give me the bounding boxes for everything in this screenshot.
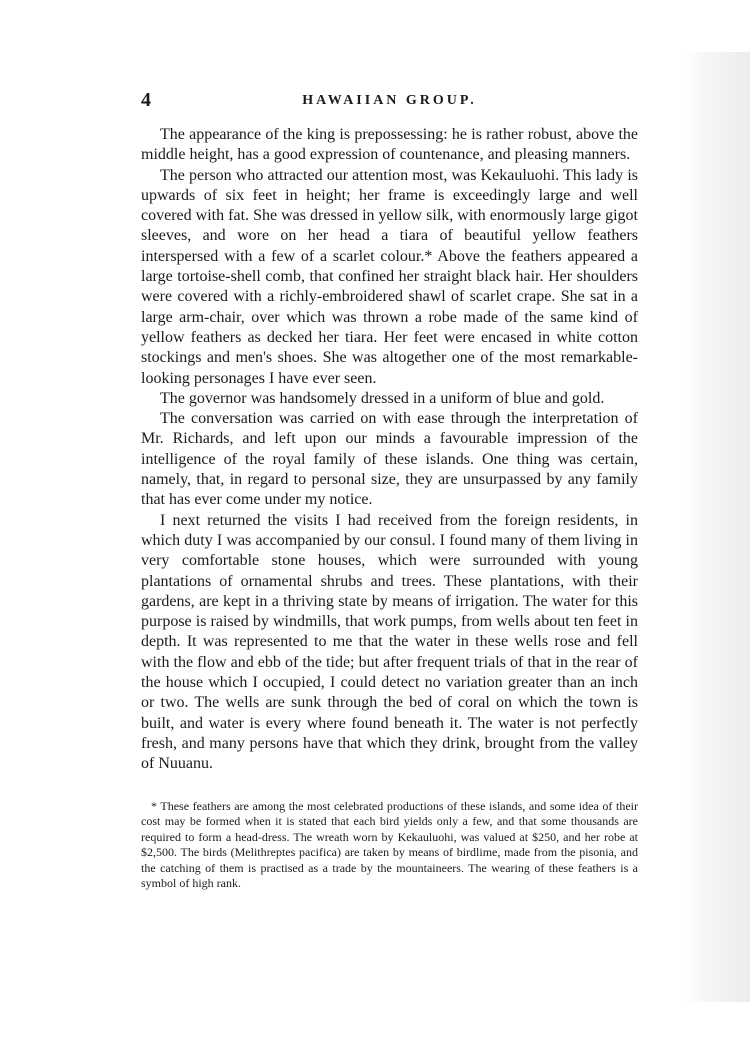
body-text [141,125,638,775]
paragraph-kekauluohi: The person who attracted our attention most, was Kekauluohi. This lady is upwards of six feet in height; her frame is exceedingly large and well covered with fat. She was dressed in yellow silk, with enormously large gigot sleeves, and wore on her head a tiara of beautiful yellow feathers interspersed with a few of a scarlet colour.* Above the feathers appeared a large tortoise-shell comb, that confined her straight black hair. Her shoulders were covered with a richly-embroidered shawl of scarlet crape. She sat in a large arm-chair, over which was thrown a robe made of the same kind of yellow feathers as decked her tiara. Her feet were encased in white cotton stockings and men's shoes. She was altogether one of the most remarkable-looking personages I have ever seen. [141,166,638,387]
scan-page-edge [683,52,750,1002]
page-number: 4 [141,89,151,111]
book-page [141,87,638,892]
paragraph-visits: I next returned the visits I had received from the foreign residents, in which duty I was accompanied by our consul. I found many of them living in very comfortable stone houses, which were surrounded with young plantations of ornamental shrubs and trees. These plantations, with their gardens, are kept in a thriving state by means of irrigation. The water for this purpose is raised by windmills, that work pumps, from wells about ten feet in depth. It was represented to me that the water in these wells rose and fell with the flow and ebb of the tide; but after frequent trials of that in the rear of the house which I occupied, I could detect no variation greater than an inch or two. The wells are sunk through the bed of coral on which the town is built, and water is every where found beneath it. The water is not perfectly fresh, and many persons have that which they drink, brought from the valley of Nuuanu. [141,511,638,773]
footnote: * These feathers are among the most celebrated productions of these islands, and some idea of their cost may be formed when it is stated that each bird yields only a few, and that some thousands are required to form a head-dress. The wreath worn by Kekauluohi, was valued at $250, and her robe at $2,500. The birds (Melithreptes pacifica) are taken by means of birdlime, made from the pisonia, and the catching of them is practised as a trade by the mountaineers. The wearing of these feathers is a symbol of high rank. [141,798,638,891]
paragraph-king: The appearance of the king is prepossessing: he is rather robust, above the middle height, has a good expression of countenance, and pleasing manners. [141,126,638,164]
paragraph-conversation: The conversation was carried on with ease through the interpretation of Mr. Richards, and left upon our minds a favourable impression of the intelligence of the royal family of these islands. One thing was certain, namely, that, in regard to personal size, they are unsurpassed by any family that has ever come under my notice. [141,410,638,509]
paragraph-governor: The governor was handsomely dressed in a uniform of blue and gold. [160,389,605,407]
page-header [141,87,638,115]
footnote-spacer [141,775,638,799]
running-title: HAWAIIAN GROUP. [302,93,477,108]
